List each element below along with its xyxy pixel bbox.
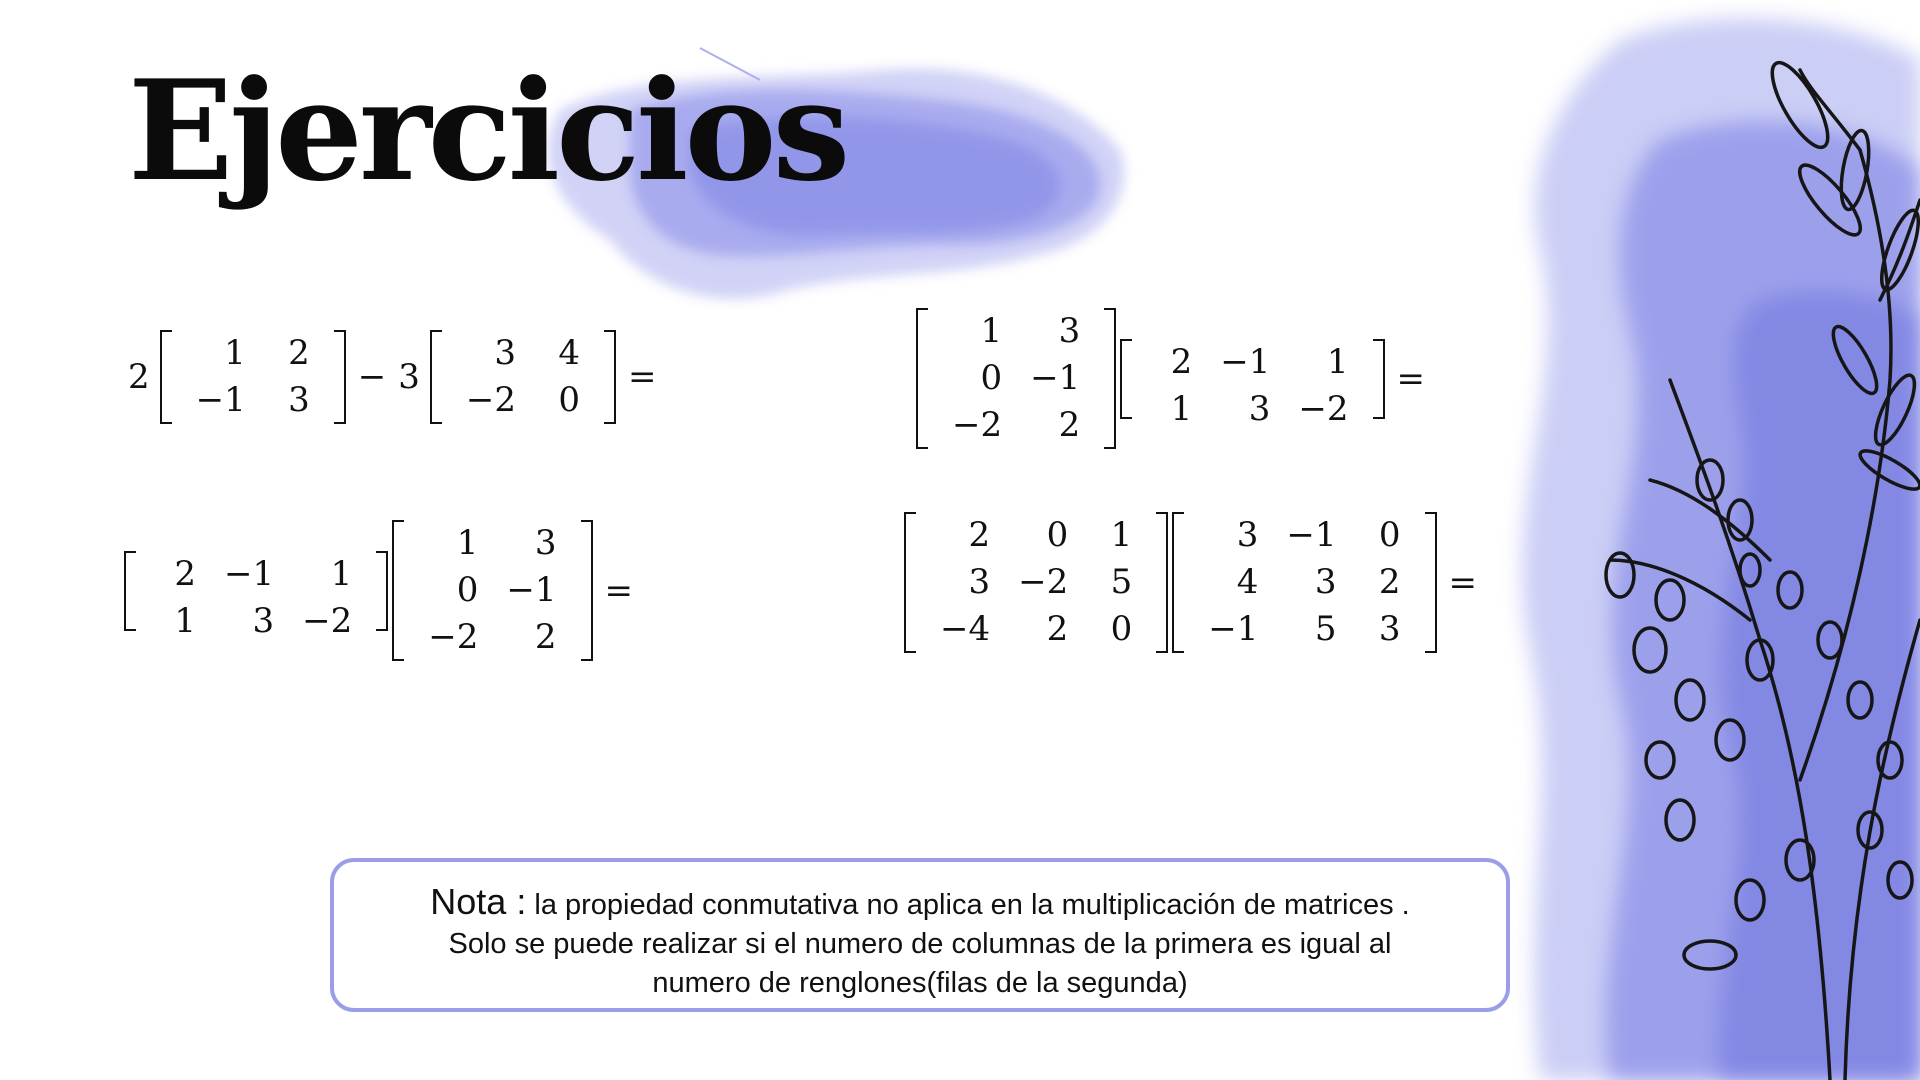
matrix-a [916,308,1116,449]
matrix-cell: −1 [506,570,557,610]
note-lead: Nota : [430,881,527,922]
exercise-3 [122,520,643,661]
matrix-cell: 2 [1046,609,1069,649]
equals-sign: = [628,357,657,397]
matrix-cell: 1 [330,553,353,594]
matrix-cell: 2 [1378,562,1401,602]
matrix-cell: 1 [1326,341,1349,382]
matrix-b-cells [1184,512,1424,653]
matrix-cell: 3 [288,380,310,420]
matrix-cell: −1 [1220,341,1271,382]
equals-sign: = [1448,562,1477,603]
matrix-cell: 1 [224,333,246,373]
matrix-cell: 2 [534,617,557,657]
matrix-cell: 4 [558,333,581,373]
slide-title: Ejercicios [128,49,847,212]
matrix-cell: 1 [1170,388,1193,429]
matrix-b-cells [442,330,604,424]
matrix-a [160,330,346,424]
matrix-cell: 1 [456,523,479,563]
note-box [330,858,1510,1012]
matrix-cell: 0 [558,380,581,420]
matrix-cell: −1 [1208,609,1259,649]
matrix-cell: 3 [494,333,517,373]
matrix-a-cells [928,308,1104,449]
matrix-cell: −1 [195,380,246,420]
matrix-b [1120,339,1384,429]
matrix-cell: 3 [968,562,991,602]
equals-sign: = [1396,358,1425,399]
matrix-cell: −4 [940,609,991,649]
exercise-4 [902,512,1487,653]
matrix-cell: 0 [456,570,479,610]
matrix-cell: 3 [1058,311,1081,351]
matrix-cell: 1 [980,311,1003,351]
scalar-3: 3 [398,357,420,397]
matrix-cell: −1 [1030,358,1081,398]
matrix-a-cells [172,330,334,424]
matrix-cell: 3 [1378,609,1401,649]
matrix-cell: 3 [252,600,275,641]
note-line-2: Solo se puede realizar si el numero de columnas de la primera es igual al [448,928,1392,960]
matrix-cell: 1 [1110,515,1133,555]
minus-operator: − [357,357,387,397]
matrix-b [392,520,592,661]
matrix-cell: 4 [1236,562,1259,602]
matrix-cell: 5 [1314,609,1337,649]
matrix-cell: −1 [224,553,275,594]
matrix-cell: 1 [174,600,196,641]
matrix-cell: −2 [952,405,1003,445]
exercise-1 [126,330,667,424]
equals-sign: = [604,570,633,611]
matrix-cell: 2 [174,553,196,594]
matrix-cell: 0 [1110,609,1133,649]
matrix-cell: 0 [980,358,1003,398]
matrix-cell: −2 [302,600,353,641]
matrix-cell: 0 [1378,515,1401,555]
matrix-a [124,551,388,641]
botanical-branch-illustration-icon [1500,0,1920,1080]
matrix-cell: 3 [1236,515,1259,555]
matrix-cell: 3 [1248,388,1271,429]
matrix-b [1172,512,1436,653]
matrix-cell: 3 [534,523,557,563]
matrix-cell: −1 [1286,515,1337,555]
matrix-cell: 5 [1110,562,1133,602]
matrix-cell: −2 [465,380,517,420]
note-line-1 [334,882,1506,925]
matrix-b [430,330,616,424]
matrix-a [904,512,1168,653]
matrix-cell: −2 [1018,562,1069,602]
matrix-cell: −2 [428,617,479,657]
exercise-2 [914,308,1435,449]
matrix-cell: 2 [1170,341,1193,382]
matrix-cell: 2 [968,515,991,555]
scalar-2: 2 [128,357,150,397]
matrix-cell: 0 [1046,515,1069,555]
matrix-cell: −2 [1298,388,1349,429]
matrix-a-cells [916,512,1156,653]
note-text-1: la propiedad conmutativa no aplica en la multiplicación de matrices . [534,889,1410,921]
matrix-cell: 2 [288,333,310,373]
matrix-cell: 3 [1314,562,1337,602]
matrix-b-cells [1132,339,1372,429]
note-line-3: numero de renglones(filas de la segunda) [652,967,1188,999]
matrix-b-cells [404,520,580,661]
matrix-a-cells [136,551,376,641]
matrix-cell: 2 [1058,405,1081,445]
